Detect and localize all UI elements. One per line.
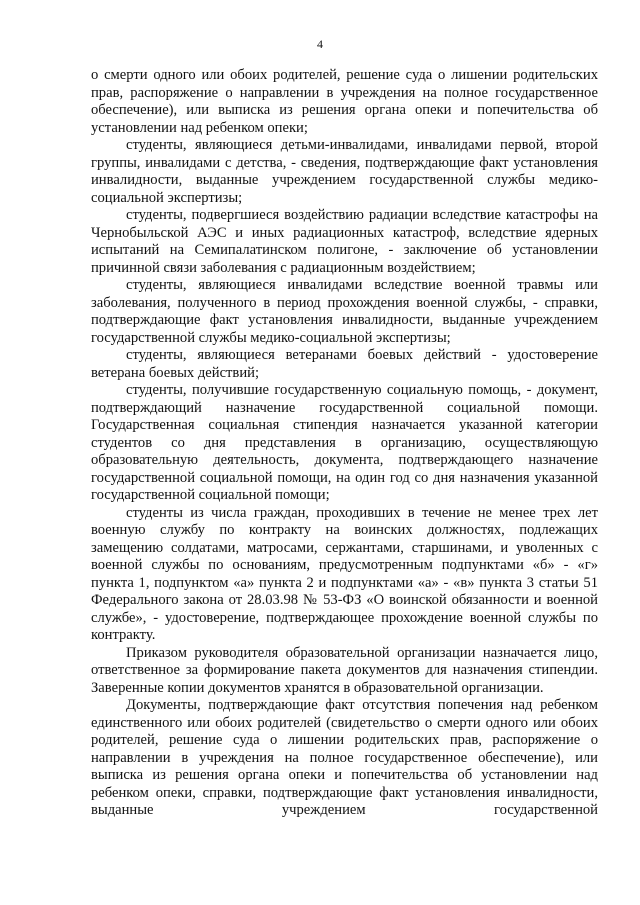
paragraph-responsible-person: Приказом руководителя образовательной организации назначается лицо, ответственное за формирование пакета документов для назначения стипендии. Заверенные копии документов хранятся в образовательной организации.: [91, 644, 598, 696]
paragraph-social-assistance: студенты, получившие государственную социальную помощь, - документ, подтверждающий назначение государственной социальной помощи. Государственная социальная стипендия назначается указанной категории студентов со дня представления в организацию, осуществляющую образовательную деятельность, документа, подтверждающего назначение государственной социальной помощи, на один год со дня назначения указанной государственной социальной помощи;: [91, 382, 598, 503]
paragraph-continuation: о смерти одного или обоих родителей, решение суда о лишении родительских прав, распоряжение о направлении в учреждения на полное государственное обеспечение), или выписка из решения органа опеки и попечительства об установлении над ребенком опеки;: [91, 67, 598, 136]
page-number: 4: [317, 37, 323, 51]
paragraph-military-disability: студенты, являющиеся инвалидами вследствие военной травмы или заболевания, полученного в период прохождения военной службы, - справки, подтверждающие факт установления инвалидности, выданные учреждением государственной службы медико-социальной экспертизы;: [91, 277, 598, 346]
paragraph-radiation-victims: студенты, подвергшиеся воздействию радиации вследствие катастрофы на Чернобыльской АЭС и иных радиационных катастроф, вследствие ядерных испытаний на Семипалатинском полигоне, - заключение об установлении причинной связи заболевания с радиационным воздействием;: [91, 207, 598, 276]
document-body: [91, 67, 598, 820]
paragraph-disabled-children: студенты, являющиеся детьми-инвалидами, инвалидами первой, второй группы, инвалидами с детства, - сведения, подтверждающие факт установления инвалидности, выданные учреждением государственной службы медико-социальной экспертизы;: [91, 137, 598, 206]
paragraph-combat-veterans: студенты, являющиеся ветеранами боевых действий - удостоверение ветерана боевых действий;: [91, 347, 598, 381]
paragraph-contract-service: студенты из числа граждан, проходивших в течение не менее трех лет военную службу по контракту на воинских должностях, подлежащих замещению солдатами, матросами, сержантами, старшинами, и уволенных с военной службы по основаниям, предусмотренным подпунктами «б» - «г» пункта 1, подпунктом «а» пункта 2 и подпунктами «а» - «в» пункта 3 статьи 51 Федерального закона от 28.03.98 № 53-ФЗ «О воинской обязанности и военной службе», - удостоверение, подтверждающее прохождение военной службы по контракту.: [91, 504, 598, 643]
paragraph-documents: Документы, подтверждающие факт отсутствия попечения над ребенком единственного или обоих родителей (свидетельство о смерти одного или обоих родителей, решение суда о лишении родительских прав, распоряжение о направлении в учреждения на полное государственное обеспечение), или выписка из решения органа опеки и попечительства об установлении над ребенком опеки, справки, подтверждающие факт установления инвалидности, выданные учреждением государственной: [91, 697, 598, 818]
